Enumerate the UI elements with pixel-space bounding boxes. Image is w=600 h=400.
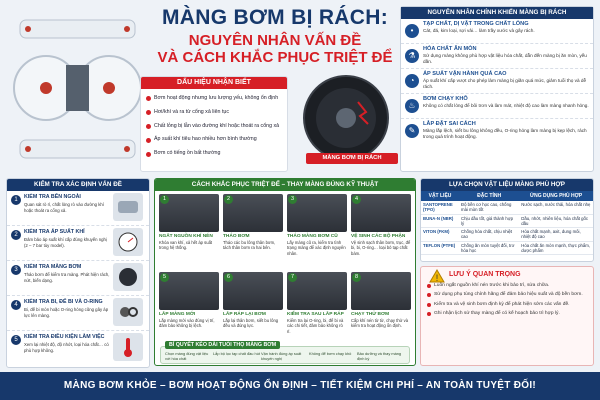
step-item: 2 THÁO BƠM Tháo các bu lông thân bơm, tách thân bơm ra hai bên. bbox=[223, 194, 283, 270]
check-item: 2 KIỂM TRA ÁP SUẤT KHÍ Đảm bảo áp suất khí cấp đúng khuyến nghị (2 – 7 bar tùy model). bbox=[7, 226, 149, 261]
check-item: 1 KIỂM TRA BÊN NGOÀI Quan sát rò rỉ, chất lỏng rò vào đường khí hoặc thoát ra cổng xả. bbox=[7, 191, 149, 226]
causes-heading: NGUYÊN NHÂN CHÍNH KHIẾN MÀNG BỊ RÁCH bbox=[401, 7, 593, 19]
chemical-icon: ⚗ bbox=[405, 49, 419, 63]
materials-panel bbox=[420, 178, 594, 262]
fire-icon: ♨ bbox=[405, 99, 419, 113]
check-panel bbox=[6, 178, 150, 368]
warning-dot-icon bbox=[146, 152, 151, 157]
step-photo: 1 bbox=[159, 194, 219, 232]
particles-icon: • bbox=[405, 24, 419, 38]
tip-item: Lắp bộ lọc tạp chất đầu hút bbox=[213, 351, 260, 356]
warning-item: Luôn ngắt nguồn khí nén trước khi bảo trì, sửa chữa. bbox=[427, 283, 587, 289]
warning-dot-icon bbox=[146, 138, 151, 143]
step-photo: 3 bbox=[287, 194, 347, 232]
warning-panel bbox=[420, 266, 594, 366]
step-item: 8 CHẠY THỬ BƠM Cấp khí nén từ từ, chạy thử và kiểm tra hoạt động ổn định. bbox=[351, 272, 411, 348]
column-header: ĐẶC TÍNH bbox=[459, 191, 519, 201]
subtitle-line-2: VÀ CÁCH KHẮC PHỤC TRIỆT ĐỂ bbox=[157, 49, 393, 66]
diaphragm-thumbnail-icon bbox=[113, 263, 143, 291]
tip-item: Bảo dưỡng và thay màng định kỳ bbox=[357, 351, 402, 361]
repair-steps-panel bbox=[154, 178, 416, 366]
cause-item: • TẠP CHẤT, DỊ VẬT TRONG CHẤT LỎNG Cát, đá, kim loại, sợi vải… làm trầy xước và gây rách. bbox=[401, 19, 593, 44]
svg-text:!: ! bbox=[435, 273, 439, 283]
causes-panel bbox=[400, 6, 594, 172]
tips-panel bbox=[160, 342, 410, 364]
step-photo: 8 bbox=[351, 272, 411, 310]
step-item: 5 LẮP MÀNG MỚI Lắp màng mới vào đúng vị trí, đảm bảo không bị lệch. bbox=[159, 272, 219, 348]
step-item: 4 VỆ SINH CÁC BỘ PHẬN Vệ sinh sạch thân bơm, trục, đế bi, bi, O-ring… loại bỏ tạp chất bám. bbox=[351, 196, 411, 256]
warning-item: Ghi nhận lịch sử thay màng để có kế hoạch bảo trì hợp lý. bbox=[427, 311, 587, 317]
step-photo: 2 bbox=[223, 194, 283, 232]
warning-triangle-icon bbox=[429, 269, 445, 283]
tip-item: Vận hành đúng áp suất khuyến nghị bbox=[261, 351, 302, 361]
sign-item: Chất lỏng bị lẫn vào đường khí hoặc thoát ra cổng xả bbox=[146, 120, 282, 134]
check-item: 3 KIỂM TRA MÀNG BƠM Tháo bơm để kiểm tra màng. Phát hiện rách, nứt, biến dạng. bbox=[7, 261, 149, 296]
sign-item: Bơm có tiếng ồn bất thường bbox=[146, 147, 282, 161]
cause-item: ♨ BƠM CHẠY KHÔ Không có chất lỏng để bôi trơn và làm mát, nhiệt độ cao làm màng nhanh hỏng. bbox=[401, 94, 593, 119]
tip-item: Không để bơm chạy khô bbox=[309, 351, 352, 356]
signs-panel bbox=[140, 76, 288, 172]
step-item: 3 THÁO MÀNG BƠM CŨ Lấy màng cũ ra, kiểm tra tình trạng màng để xác định nguyên nhân. bbox=[287, 196, 346, 256]
cause-item: ✎ LẮP ĐẶT SAI CÁCH Màng lắp lệch, siết bu lông không đều, O-ring hỏng làm màng bị kẹp lệch, rách trong quá trình hoạt động. bbox=[401, 119, 593, 155]
ball-oring-icon bbox=[113, 298, 143, 326]
check-item: 5 KIỂM TRA ĐIỀU KIỆN LÀM VIỆC Xem lại nhiệt độ, độ nhớt, loại hóa chất… có phù hợp không. bbox=[7, 331, 149, 366]
step-item: 6 LẮP RÁP LẠI BƠM Lắp lại thân bơm, siết bu lông đều và đúng lực. bbox=[223, 272, 283, 348]
table-row: SANTOPRENE (TPO) Độ bền cơ học cao, chống mài mòn tốt Nước sạch, nước thải, hóa chất nhẹ bbox=[421, 201, 593, 214]
table-row: BUNA-N (NBR) Chịu dầu tốt, giá thành hợp lý Dầu, nhớt, nhiên liệu, hóa chất gốc dầu bbox=[421, 214, 593, 228]
materials-heading: LỰA CHỌN VẬT LIỆU MÀNG PHÙ HỢP bbox=[421, 179, 593, 191]
pump-thumbnail-icon bbox=[113, 193, 143, 221]
cause-item: ⚗ HÓA CHẤT ĂN MÒN Sử dụng màng không phù hợp vật liệu hóa chất, dẫn đến màng bị ăn mòn, yếu dần. bbox=[401, 44, 593, 69]
torn-diaphragm-label: MÀNG BƠM BỊ RÁCH bbox=[306, 153, 398, 164]
step-item: 1 NGẮT NGUỒN KHÍ NÉN Khóa van khí, xả hết áp suất trong hệ thống. bbox=[159, 194, 219, 270]
cause-item: ◔ ÁP SUẤT VẬN HÀNH QUÁ CAO Áp suất khí cấp vượt cho phép làm màng bị giãn quá mức, giảm tuổi thọ và dễ rách. bbox=[401, 69, 593, 94]
signs-heading: DẤU HIỆU NHẬN BIẾT bbox=[141, 77, 287, 89]
pressure-gauge-icon bbox=[113, 228, 143, 256]
steps-heading: CÁCH KHẮC PHỤC TRIỆT ĐỂ – THAY MÀNG ĐÚNG KỸ THUẬT bbox=[155, 179, 415, 191]
warning-dot-icon bbox=[146, 96, 151, 101]
step-photo: 4 bbox=[351, 194, 411, 232]
column-header: VẬT LIỆU bbox=[421, 191, 459, 201]
page-title: MÀNG BƠM BỊ RÁCH: bbox=[162, 6, 388, 29]
table-row: VITON (FKM) Chống hóa chất, chịu nhiệt cao Hóa chất mạnh, axit, dung môi, nhiệt độ cao bbox=[421, 228, 593, 242]
step-item: 7 KIỂM TRA SAU LẮP RÁP Kiểm tra lại O-ring, bi, đế bi và các chi tiết, đảm bảo không rò rỉ. bbox=[287, 272, 347, 348]
table-row: TEFLON (PTFE) Chống ăn mòn tuyệt đối, trơ hóa học Hóa chất ăn mòn mạnh, thực phẩm, dược phẩm bbox=[421, 241, 593, 255]
step-photo: 7 bbox=[287, 272, 347, 310]
wrench-icon: ✎ bbox=[405, 124, 419, 138]
check-heading: KIỂM TRA XÁC ĐỊNH VẤN ĐỀ bbox=[7, 179, 149, 191]
diaphragm-pump-image bbox=[10, 10, 145, 168]
warning-item: Kiểm tra và vệ sinh bơm định kỳ để phát hiện sớm các vấn đề. bbox=[427, 302, 587, 308]
check-item: 4 KIỂM TRA BI, ĐẾ BI VÀ O-RING Bi, đế bi mòn hoặc O-ring hỏng cũng gây áp lực lên màng. bbox=[7, 296, 149, 331]
sign-item: Bơm hoạt động nhưng lưu lượng yếu, không ổn định bbox=[146, 92, 282, 106]
materials-table bbox=[421, 191, 593, 255]
tip-item: Chọn màng đúng vật liệu với hóa chất bbox=[165, 351, 209, 361]
thermometer-icon bbox=[113, 333, 143, 361]
step-photo: 5 bbox=[159, 272, 219, 310]
warning-item: Sử dụng phụ tùng chính hãng để đảm bảo hiệu suất và độ bền bơm. bbox=[427, 292, 587, 298]
tips-heading: BÍ QUYẾT KÉO DÀI TUỔI THỌ MÀNG BƠM bbox=[165, 341, 280, 349]
footer-banner: MÀNG BƠM KHỎE – BƠM HOẠT ĐỘNG ỔN ĐỊNH – TIẾT KIỆM CHI PHÍ – AN TOÀN TUYỆT ĐỐI! bbox=[0, 372, 600, 400]
sign-item: Hơi/khí và ra từ cổng xả liên tục bbox=[146, 106, 282, 120]
warning-heading: LƯU Ý QUAN TRỌNG bbox=[449, 270, 521, 278]
sign-item: Áp suất khí tiêu hao nhiều hơn bình thường bbox=[146, 133, 282, 147]
warning-dot-icon bbox=[146, 110, 151, 115]
step-photo: 6 bbox=[223, 272, 283, 310]
page-subtitle bbox=[150, 32, 400, 66]
gauge-icon: ◔ bbox=[405, 74, 419, 88]
warning-dot-icon bbox=[146, 124, 151, 129]
subtitle-line-1: NGUYÊN NHÂN VẤN ĐỀ bbox=[188, 32, 362, 49]
column-header: ỨNG DỤNG PHÙ HỢP bbox=[519, 191, 593, 201]
